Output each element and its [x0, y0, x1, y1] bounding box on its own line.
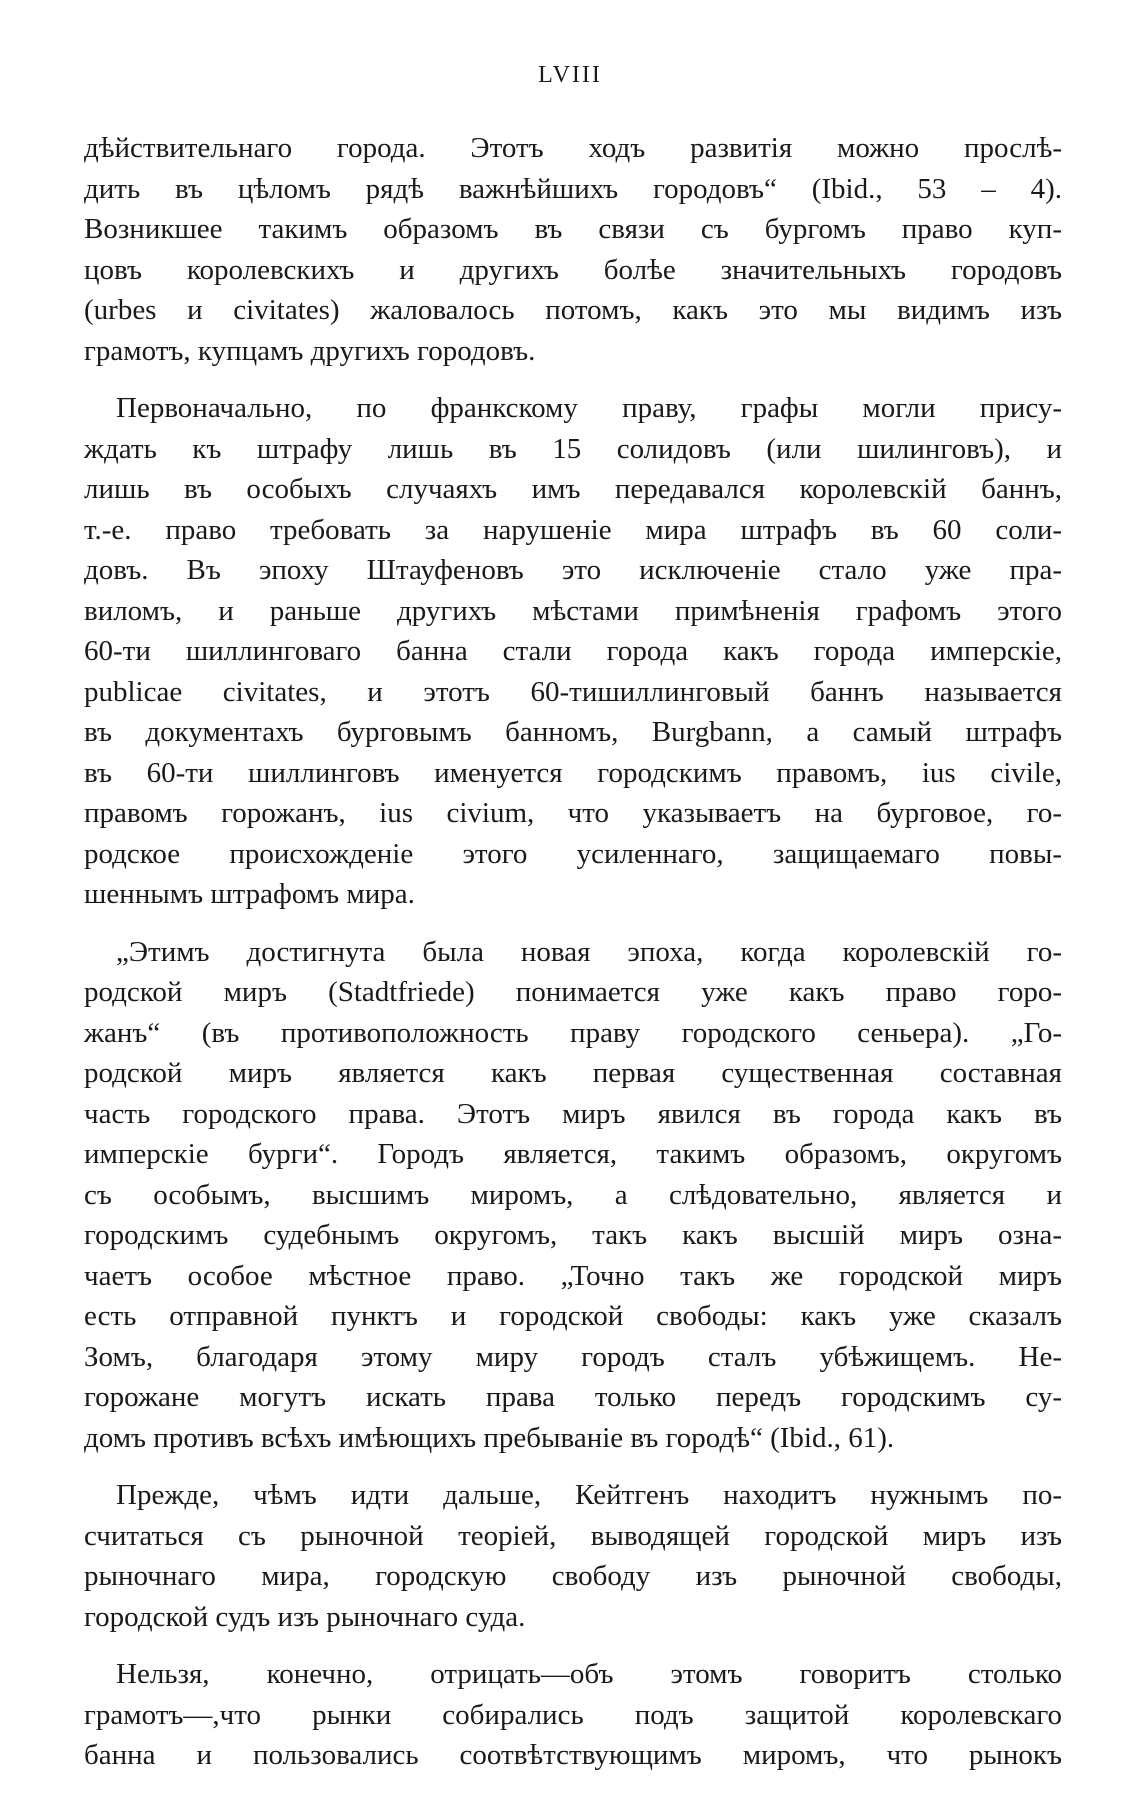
text-line: въ документахъ бурговымъ банномъ, Burgbann, а самый штрафъ [84, 716, 1062, 748]
page-number: LVIII [538, 62, 602, 88]
text-line: виломъ, и раньше другихъ мѣстами примѣненія графомъ этого [84, 594, 1062, 627]
text-line: Прежде, чѣмъ идти дальше, Кейтгенъ находитъ нужнымъ по- [116, 1479, 1062, 1511]
text-line: лишь въ особыхъ случаяхъ имъ передавался королевскій баннъ, [84, 473, 1062, 505]
paragraph-5 [84, 1654, 1062, 1776]
text-line: дѣйствительнаго города. Этотъ ходъ развитія можно прослѣ- [84, 132, 1062, 164]
text-line: домъ противъ всѣхъ имѣющихъ пребываніе въ городѣ“ (Ibid., 61). [84, 1421, 895, 1454]
paragraph-2 [84, 388, 1062, 915]
text-line: жанъ“ (въ противоположность праву городского сеньера). „Го- [84, 1016, 1062, 1049]
text-line: считаться съ рыночной теоріей, выводящей городской миръ изъ [84, 1519, 1062, 1552]
text-line: шеннымъ штрафомъ мира. [84, 878, 415, 910]
text-line: цовъ королевскихъ и другихъ болѣе значительныхъ городовъ [84, 253, 1062, 286]
text-line: рыночнаго мира, городскую свободу изъ рыночной свободы, [84, 1560, 1062, 1592]
text-line: имперскіе бурги“. Городъ является, такимъ образомъ, округомъ [84, 1138, 1062, 1170]
text-line: чаетъ особое мѣстное право. „Точно такъ же городской миръ [84, 1259, 1062, 1292]
text-line: часть городского права. Этотъ миръ явился въ города какъ въ [84, 1097, 1062, 1130]
text-line: (urbes и civitates) жаловалось потомъ, какъ это мы видимъ изъ [84, 294, 1062, 326]
text-line: довъ. Въ эпоху Штауфеновъ это исключеніе стало уже пра- [84, 554, 1062, 586]
text-line: ждать къ штрафу лишь въ 15 солидовъ (или шилинговъ), и [84, 432, 1062, 465]
text-line: родской миръ (Stadtfriede) понимается уже какъ право горо- [84, 976, 1062, 1008]
text-line: горожане могутъ искать права только передъ городскимъ су- [84, 1381, 1062, 1413]
text-line: „Этимъ достигнута была новая эпоха, когда королевскій го- [116, 935, 1062, 968]
text-line: родское происхожденіе этого усиленнаго, защищаемаго повы- [84, 837, 1062, 870]
text-line: родской миръ является какъ первая существенная составная [84, 1057, 1062, 1089]
text-line: правомъ горожанъ, ius civium, что указываетъ на бурговое, го- [84, 797, 1062, 829]
text-line: publicae civitates, и этотъ 60-тишиллинговый баннъ называется [84, 675, 1062, 708]
text-line: Нельзя, конечно, отрицать—объ этомъ говоритъ столько [116, 1658, 1062, 1690]
paragraph-3 [84, 932, 1062, 1459]
text-line: дить въ цѣломъ рядѣ важнѣйшихъ городовъ“ (Ibid., 53 – 4). [84, 172, 1062, 205]
text-line: городскимъ судебнымъ округомъ, такъ какъ высшій миръ озна- [84, 1219, 1062, 1251]
text-line: городской судъ изъ рыночнаго суда. [84, 1600, 526, 1633]
text-line: Зомъ, благодаря этому миру городъ сталъ убѣжищемъ. Не- [84, 1340, 1062, 1373]
text-line: банна и пользовались соотвѣтствующимъ миромъ, что рынокъ [84, 1739, 1062, 1771]
text-line: Возникшее такимъ образомъ въ связи съ бургомъ право куп- [84, 213, 1062, 245]
paragraph-4 [84, 1475, 1062, 1637]
text-line: т.-е. право требовать за нарушеніе мира штрафъ въ 60 соли- [84, 513, 1062, 546]
text-line: Первоначально, по франкскому праву, графы могли прису- [116, 392, 1062, 424]
text-line: съ особымъ, высшимъ миромъ, а слѣдовательно, является и [84, 1178, 1062, 1211]
text-line: есть отправной пунктъ и городской свободы: какъ уже сказалъ [84, 1300, 1062, 1332]
text-line: 60-ти шиллинговаго банна стали города какъ города имперскіе, [84, 635, 1062, 667]
body-text [84, 128, 1062, 1793]
text-line: грамотъ—,что рынки собирались подъ защитой королевскаго [84, 1698, 1062, 1731]
text-line: въ 60-ти шиллинговъ именуется городскимъ правомъ, ius civile, [84, 756, 1062, 789]
text-line: грамотъ, купцамъ другихъ городовъ. [84, 334, 536, 367]
paragraph-1 [84, 128, 1062, 371]
